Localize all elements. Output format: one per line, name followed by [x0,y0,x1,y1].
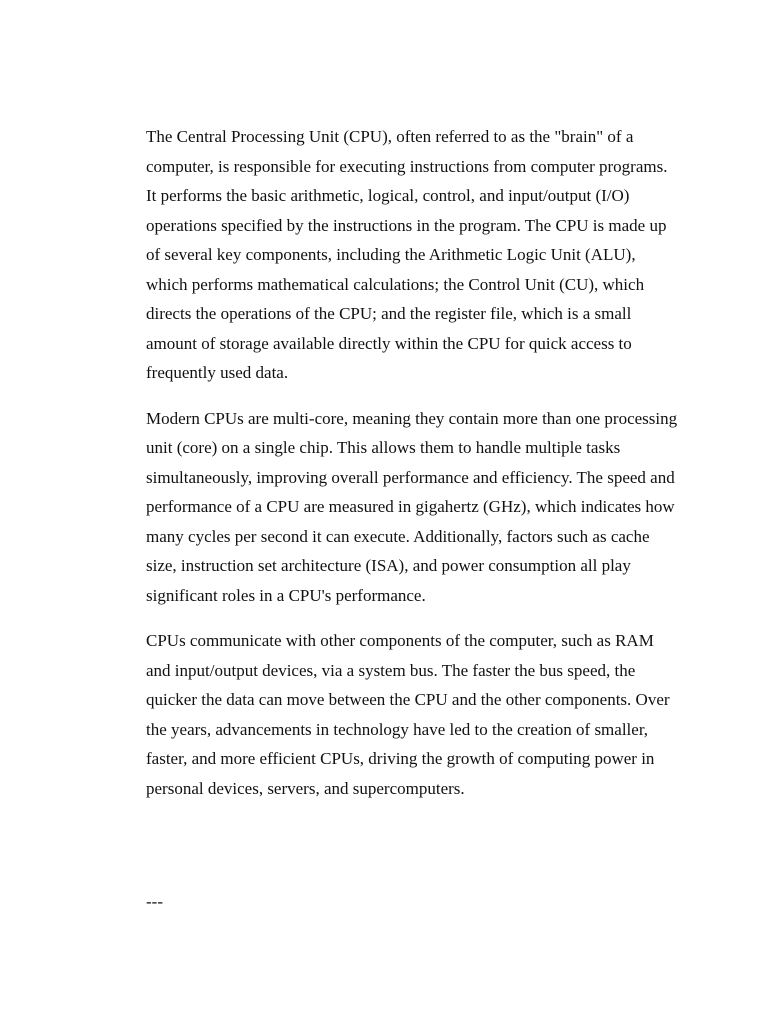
document-body [146,122,678,819]
paragraph-multi-core: Modern CPUs are multi-core, meaning they contain more than one processing unit (core) on a single chip. This allows them to handle multiple tasks simultaneously, improving overall performance and efficiency. The speed and performance of a CPU are measured in gigahertz (GHz), which indicates how many cycles per second it can execute. Additionally, factors such as cache size, instruction set architecture (ISA), and power consumption all play significant roles in a CPU's performance. [146,408,678,605]
paragraph-cpu-overview: The Central Processing Unit (CPU), often referred to as the "brain" of a computer, is responsible for executing instructions from computer programs. It performs the basic arithmetic, logical, control, and input/output (I/O) operations specified by the instructions in the program. The CPU is made up of several key components, including the Arithmetic Logic Unit (ALU), which performs mathematical calculations; the Control Unit (CU), which directs the operations of the CPU; and the register file, which is a small amount of storage available directly within the CPU for quick access to frequently used data. [146,127,668,382]
section-separator: --- [146,892,163,911]
paragraph-system-bus: CPUs communicate with other components of the computer, such as RAM and input/output devices, via a system bus. The faster the bus speed, the quicker the data can move between the CPU and the other components. Over the years, advancements in technology have led to the creation of smaller, faster, and more efficient CPUs, driving the growth of computing power in personal devices, servers, and supercomputers. [146,631,670,798]
